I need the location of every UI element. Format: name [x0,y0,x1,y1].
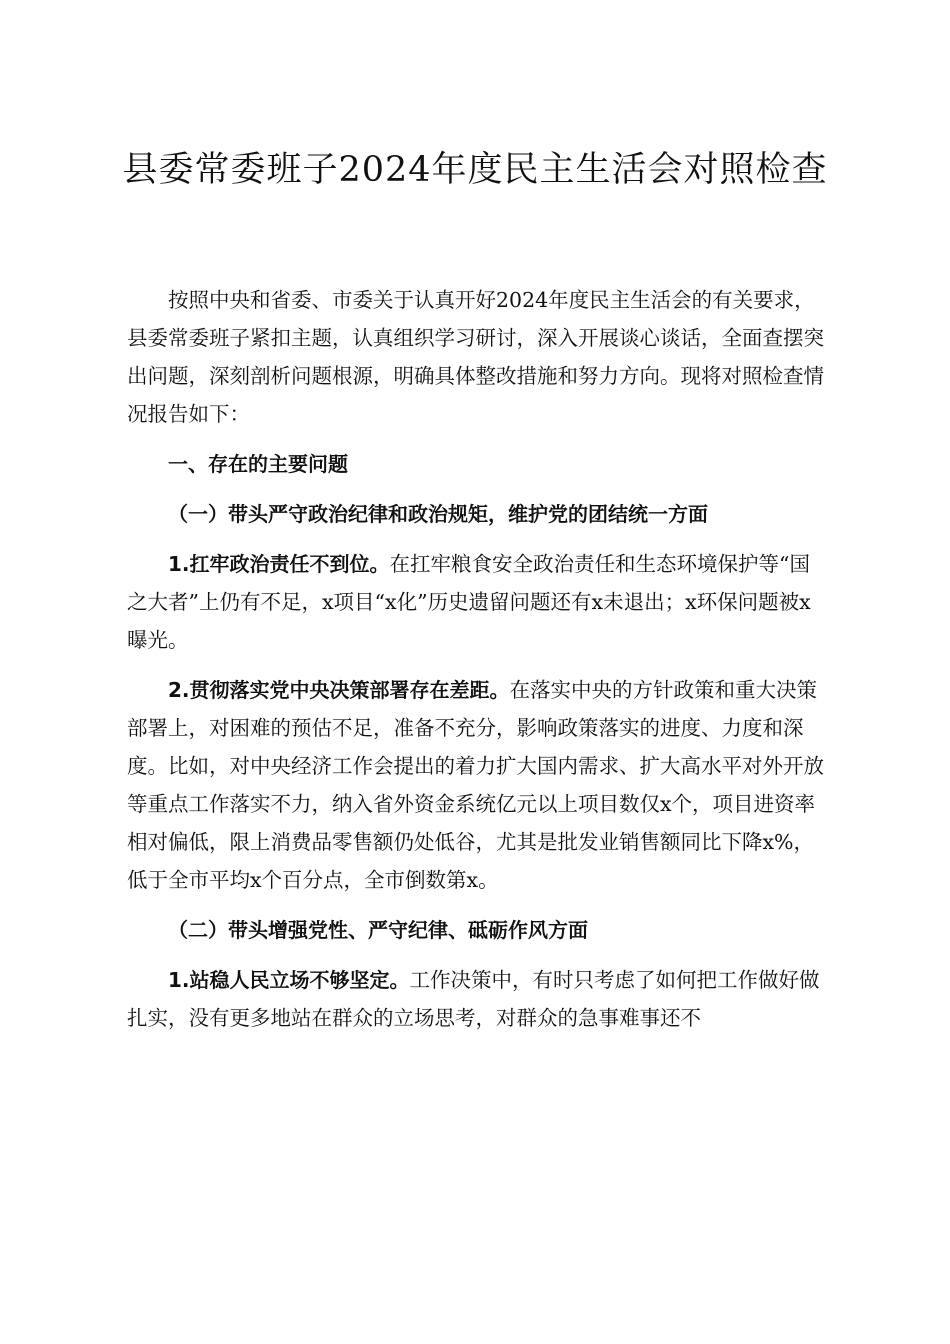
problem-item-3-lead: 1.站稳人民立场不够坚定。 [168,968,410,992]
subsection-heading-political-discipline: （一）带头严守政治纪律和政治规矩，维护党的团结统一方面 [168,502,708,526]
problem-item-3 [127,961,827,1037]
subsection-heading-party-spirit: （二）带头增强党性、严守纪律、砥砺作风方面 [168,918,588,942]
problem-item-1-lead: 1.扛牢政治责任不到位。 [168,552,390,576]
section-heading-problems: 一、存在的主要问题 [168,452,348,476]
problem-item-1 [127,545,827,659]
document-body [127,281,827,1049]
problem-item-2 [127,671,827,899]
problem-item-2-lead: 2.贯彻落实党中央决策部署存在差距。 [168,678,510,702]
intro-paragraph: 按照中央和省委、市委关于认真开好2024年度民主生活会的有关要求，县委常委班子紧扣主题，认真组织学习研讨，深入开展谈心谈话，全面查摆突出问题，深刻剖析问题根源，明确具体整改措施和努力方向。现将对照检查情况报告如下： [127,288,824,426]
problem-item-3-text: 工作决策中，有时只考虑了如何把工作做好做扎实，没有更多地站在群众的立场思考，对群众的急事难事还不 [127,968,820,1030]
problem-item-1-text: 在扛牢粮食安全政治责任和生态环境保护等“国之大者”上仍有不足，x项目“x化”历史遗留问题还有x未退出；x环保问题被x曝光。 [127,552,811,652]
document-title: 县委常委班子2024年度民主生活会对照检查 [122,150,828,190]
problem-item-2-text: 在落实中央的方针政策和重大决策部署上，对困难的预估不足，准备不充分，影响政策落实的进度、力度和深度。比如，对中央经济工作会提出的着力扩大国内需求、扩大高水平对外开放等重点工作落实不力，纳入省外资金系统亿元以上项目数仅x个，项目进资率相对偏低，限上消费品零售额仍处低谷，尤其是批发业销售额同比下降x%，低于全市平均x个百分点，全市倒数第x。 [127,678,824,892]
